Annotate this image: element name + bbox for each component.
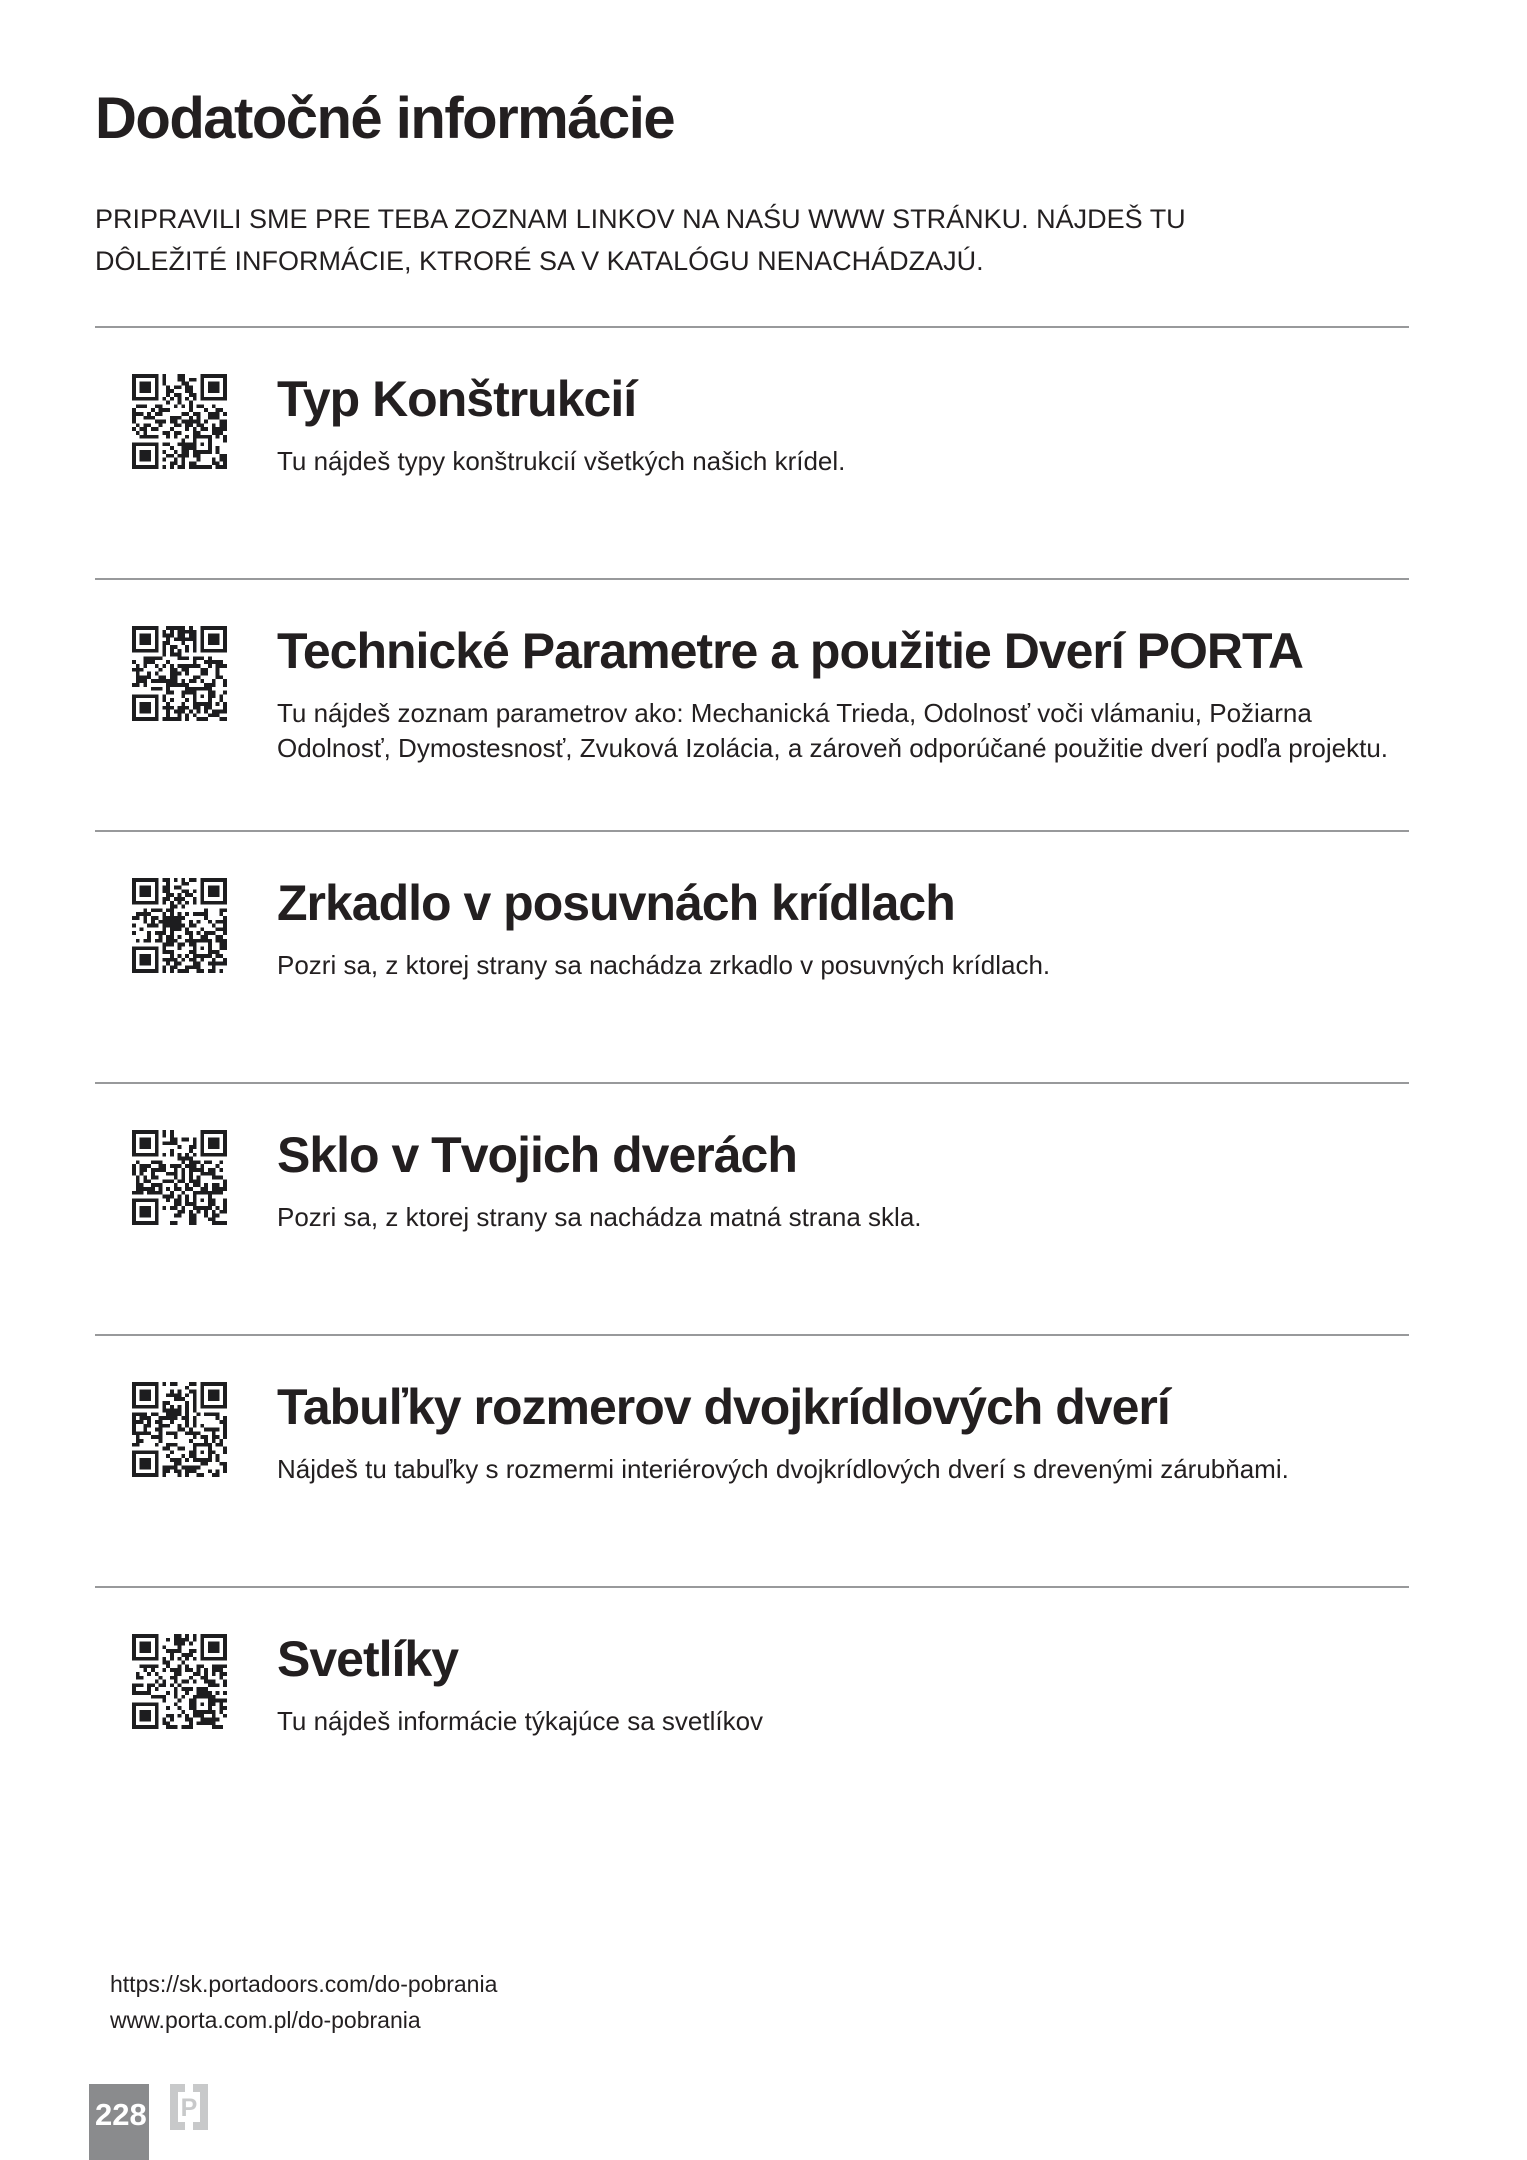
section-description: Tu nájdeš zoznam parametrov ako: Mechanická Trieda, Odolnosť voči vlámaniu, Požiarna Odolnosť, Dymostesnosť, Zvuková Izolácia, a zároveň odporúčané použitie dverí podľa projektu. — [277, 698, 1389, 763]
download-link-sk[interactable]: https://sk.portadoors.com/do-pobrania — [110, 1971, 498, 1997]
qr-code — [132, 1382, 227, 1477]
intro-line-2: DÔLEŽITÉ INFORMÁCIE, KTRORÉ SA V KATALÓGU NENACHÁDZAJÚ. — [95, 246, 984, 276]
info-section-technicke-parametre — [95, 578, 1409, 766]
info-section-zrkadlo — [95, 830, 1409, 983]
section-text — [277, 624, 1409, 766]
info-section-sklo — [95, 1082, 1409, 1235]
info-section-tabulky — [95, 1334, 1409, 1487]
section-text — [277, 1128, 1409, 1235]
section-description: Tu nájdeš informácie týkajúce sa svetlíkov — [277, 1706, 764, 1736]
section-heading: Zrkadlo v posuvnách krídlach — [277, 875, 955, 931]
intro-line-1: PRIPRAVILI SME PRE TEBA ZOZNAM LINKOV NA NAŚU WWW STRÁNKU. NÁJDEŠ TU — [95, 204, 1186, 234]
info-section-typ-konstrukcii — [95, 326, 1409, 479]
section-text — [277, 1632, 1409, 1739]
section-heading: Svetlíky — [277, 1631, 459, 1687]
qr-code — [132, 1130, 227, 1225]
qr-code — [132, 1634, 227, 1729]
section-description: Nájdeš tu tabuľky s rozmermi interiérových dvojkrídlových dverí s drevenými zárubňami. — [277, 1454, 1289, 1484]
qr-code — [132, 374, 227, 469]
qr-code — [132, 878, 227, 973]
page-number: 228 — [95, 2097, 147, 2132]
section-description: Pozri sa, z ktorej strany sa nachádza matná strana skla. — [277, 1202, 922, 1232]
porta-logo — [170, 2084, 208, 2130]
page-number-badge — [89, 2084, 149, 2160]
section-heading: Technické Parametre a použitie Dverí PORTA — [277, 623, 1303, 679]
qr-code — [132, 626, 227, 721]
section-description: Pozri sa, z ktorej strany sa nachádza zrkadlo v posuvných krídlach. — [277, 950, 1051, 980]
section-text — [277, 372, 1409, 479]
info-section-svetliky — [95, 1586, 1409, 1739]
section-heading: Typ Konštrukcií — [277, 371, 637, 427]
section-text — [277, 1380, 1409, 1487]
download-links — [110, 1966, 497, 2038]
section-text — [277, 876, 1409, 983]
section-description: Tu nájdeš typy konštrukcií všetkých našich krídel. — [277, 446, 846, 476]
section-heading: Tabuľky rozmerov dvojkrídlových dverí — [277, 1379, 1170, 1435]
section-heading: Sklo v Tvojich dverách — [277, 1127, 797, 1183]
intro-text — [95, 198, 1186, 282]
logo-letter: P — [180, 2094, 198, 2122]
page-title: Dodatočné informácie — [95, 86, 675, 151]
download-link-pl[interactable]: www.porta.com.pl/do-pobrania — [110, 2007, 421, 2033]
